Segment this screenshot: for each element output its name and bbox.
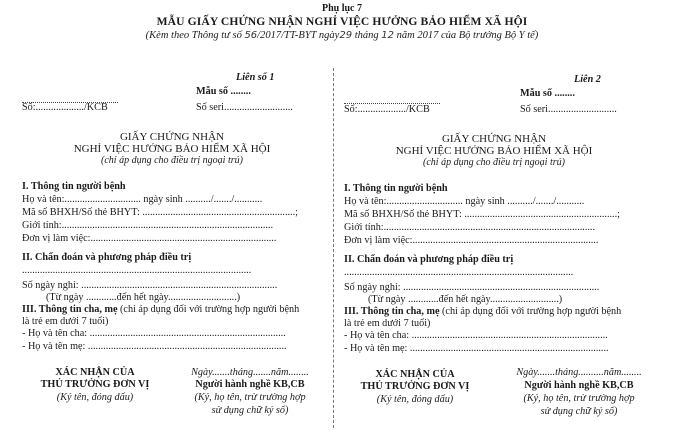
section-parents [344,306,621,317]
copy-label: Liên số 1 [236,72,275,83]
section-patient-info: I. Thông tin người bệnh [344,183,448,194]
note-month-word: tháng [354,30,379,41]
section-parents [22,304,299,315]
field-father-name: - Họ và tên cha: ............................................................................. [344,330,608,341]
circular-month: 12 [381,30,394,41]
field-days-off: Số ngày nghỉ: ............................................................................. [22,280,278,291]
form-subtitle: (chỉ áp dụng cho điều trị ngoại trú) [101,155,243,166]
field-workplace: Đơn vị làm việc:......................................................................... [22,233,277,244]
section-parents-title: III. Thông tin cha, mẹ [22,304,118,315]
unit-head-confirm-label: XÁC NHẬN CỦA [55,367,135,378]
field-gender: Giới tính:................................................................................... [344,222,596,233]
field-insurance-number: Mã số BHXH/Số thẻ BHYT: ............................................................; [344,209,620,220]
sign-date: Ngày.......tháng..........năm........ [516,367,642,378]
field-leave-period: (Từ ngày ............đến hết ngày...........................) [46,292,241,303]
section-diagnosis: II. Chẩn đoán và phương pháp điều trị [22,252,192,263]
field-full-name: Họ và tên:.............................. ngày sinh ........../......./........... [22,194,263,205]
section-parents-note: (chỉ áp dụng đối với trường hợp người bệnh [439,306,622,317]
section-parents-note-line2: là trẻ em dưới 7 tuổi) [344,318,431,329]
copy-label: Liên 2 [574,74,601,85]
field-diagnosis: .......................................................................................... [22,265,252,276]
practitioner-sign-note-line2: sử dụng chữ ký số) [211,405,289,416]
appendix-label: Phụ lục 7 [321,3,362,14]
field-leave-period: (Từ ngày ............đến hết ngày...........................) [368,294,563,305]
note-suffix: năm 2017 của Bộ trưởng Bộ Y tế) [396,30,539,41]
certificate-copy-1 [0,0,333,432]
note-mid: /2017/TT-BYT ngày [257,30,340,41]
field-workplace: Đơn vị làm việc:......................................................................... [344,235,599,246]
field-full-name: Họ và tên:.............................. ngày sinh ........../......./........... [344,196,585,207]
unit-head-title: THỦ TRƯỞNG ĐƠN VỊ [40,379,150,390]
serial-number: Số seri........................... [520,104,617,115]
form-number: Mẫu số ........ [196,86,251,97]
serial-number: Số seri........................... [196,102,293,113]
field-mother-name: - Họ và tên mẹ: .............................................................................. [344,343,609,354]
unit-head-sign-note: (Ký tên, đóng dấu) [376,394,454,405]
form-title: GIẤY CHỨNG NHẬN [441,133,547,145]
section-parents-note: (chỉ áp dụng đối với trường hợp người bệnh [117,304,300,315]
unit-head-title: THỦ TRƯỞNG ĐƠN VỊ [360,381,470,392]
practitioner-sign-note: (Ký, họ tên, trừ trường hợp [194,392,306,403]
field-diagnosis: .......................................................................................... [344,267,574,278]
document-title: MẪU GIẤY CHỨNG NHẬN NGHỈ VIỆC HƯỞNG BẢO HIỂM XÃ HỘI [156,15,528,28]
doc-number: Số:.................../KCB [22,102,108,113]
field-insurance-number: Mã số BHXH/Số thẻ BHYT: ............................................................; [22,207,298,218]
certificate-copy-2 [334,0,684,432]
practitioner-sign-note-line2: sử dụng chữ ký số) [540,406,618,417]
section-diagnosis: II. Chẩn đoán và phương pháp điều trị [344,254,514,265]
section-parents-title: III. Thông tin cha, mẹ [344,306,440,317]
practitioner-title: Người hành nghề KB,CB [195,379,305,390]
section-parents-note-line2: là trẻ em dưới 7 tuổi) [22,316,109,327]
circular-day: 29 [339,30,353,41]
section-patient-info: I. Thông tin người bệnh [22,181,126,192]
form-number: Mẫu số ........ [520,88,575,99]
practitioner-sign-note: (Ký, họ tên, trừ trường hợp [523,393,635,404]
unit-head-confirm-label: XÁC NHẬN CỦA [375,369,455,380]
practitioner-title: Người hành nghề KB,CB [524,380,634,391]
form-title: GIẤY CHỨNG NHẬN [119,131,225,143]
form-subtitle: (chỉ áp dụng cho điều trị ngoại trú) [423,157,565,168]
field-days-off: Số ngày nghỉ: ............................................................................. [344,282,600,293]
unit-head-sign-note: (Ký tên, đóng dấu) [56,392,134,403]
form-title-line2: NGHỈ VIỆC HƯỞNG BẢO HIỂM XÃ HỘI [395,145,593,157]
circular-number: 56 [244,30,258,41]
doc-number: Số:.................../KCB [344,104,430,115]
sign-date: Ngày.......tháng.......năm........ [191,367,309,378]
field-mother-name: - Họ và tên mẹ: .............................................................................. [22,341,287,352]
form-title-line2: NGHỈ VIỆC HƯỞNG BẢO HIỂM XÃ HỘI [73,143,271,155]
field-father-name: - Họ và tên cha: ............................................................................. [22,328,286,339]
note-prefix: (Kèm theo Thông tư số [145,30,242,41]
field-gender: Giới tính:................................................................................... [22,220,274,231]
